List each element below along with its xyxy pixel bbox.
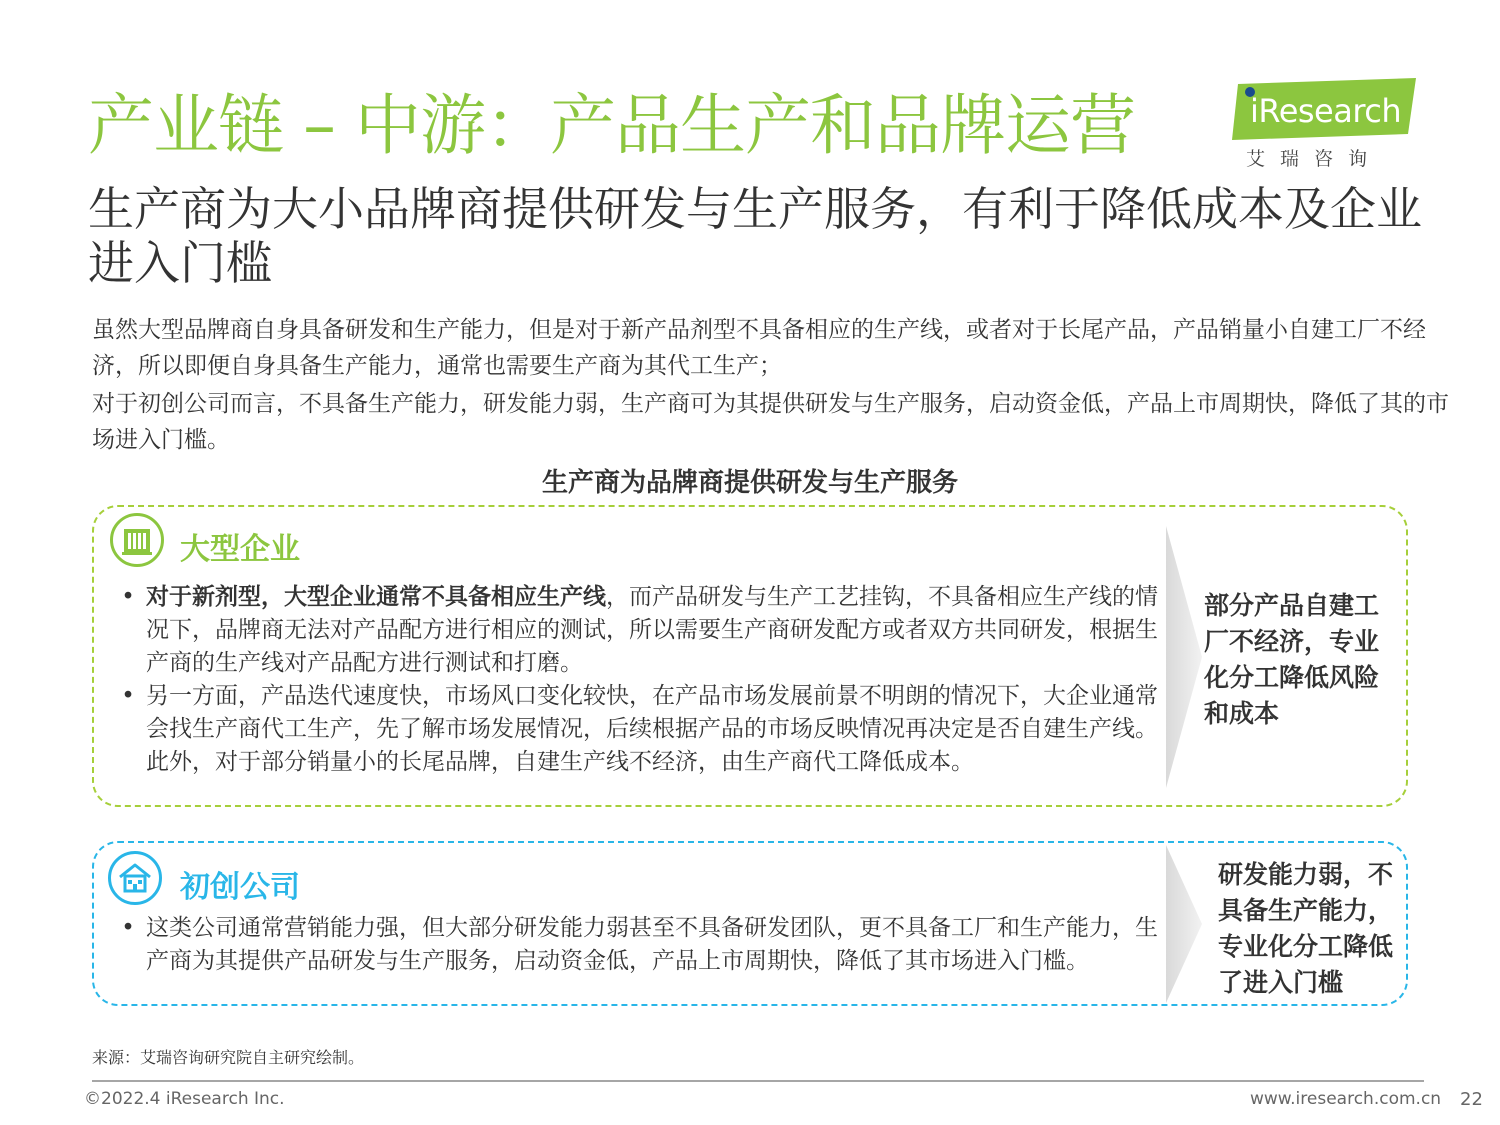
large-enterprise-title: 大型企业: [180, 532, 300, 567]
list-item: [116, 680, 1158, 779]
chevron-arrow-icon: [1164, 845, 1204, 1003]
bullet-text: 另一方面，产品迭代速度快，市场风口变化较快，在产品市场发展前景不明朗的情况下，大企业通常会找生产商代工生产，先了解市场发展情况，后续根据产品的市场反映情况再决定是否自建生产线。此外，对于部分销量小的长尾品牌，自建生产线不经济，由生产商代工降低成本。: [146, 683, 1158, 775]
bullet-text: ，而产品研发与生产工艺挂钩，不具备相应生产线的情况下，品牌商无法对产品配方进行相应的测试，所以需要生产商研发配方或者双方共同研发，根据生产商的生产线对产品配方进行测试和打磨。: [146, 584, 1158, 676]
logo-chinese-name: 艾瑞咨询: [1246, 148, 1383, 170]
intro-paragraph-2: 对于初创公司而言，不具备生产能力，研发能力弱，生产商可为其提供研发与生产服务，启动资金低，产品上市周期快，降低了其的市场进入门槛。: [92, 391, 1449, 453]
bullet-symbol: •: [121, 584, 135, 610]
bullet-symbol: •: [121, 683, 135, 709]
startup-bullets: [116, 912, 1158, 978]
chevron-arrow-icon: [1164, 526, 1204, 788]
logo-wordmark: iResearch: [1250, 92, 1402, 130]
bullet-text: 这类公司通常营销能力强，但大部分研发能力弱甚至不具备研发团队，更不具备工厂和生产能力，生产商为其提供产品研发与生产服务，启动资金低，产品上市周期快，降低了其市场进入门槛。: [146, 915, 1158, 974]
source-note: 来源：艾瑞咨询研究院自主研究绘制。: [92, 1048, 365, 1067]
startup-title: 初创公司: [180, 870, 300, 905]
bullet-symbol: •: [121, 915, 135, 941]
intro-paragraph-1: 虽然大型品牌商自身具备研发和生产能力，但是对于新产品剂型不具备相应的生产线，或者对于长尾产品，产品销量小自建工厂不经济，所以即便自身具备生产能力，通常也需要生产商为其代工生产；: [92, 317, 1426, 379]
page-title: 产业链 – 中游：产品生产和品牌运营: [88, 87, 1135, 164]
page-number: 22: [1460, 1089, 1483, 1110]
startup-conclusion: 研发能力弱，不具备生产能力，专业化分工降低了进入门槛: [1218, 860, 1394, 997]
bullet-emphasis: 对于新剂型，大型企业通常不具备相应生产线: [146, 584, 606, 610]
iresearch-logo: [1232, 78, 1422, 170]
page-subtitle: 生产商为大小品牌商提供研发与生产服务，有利于降低成本及企业进入门槛: [88, 182, 1422, 290]
building-icon: [110, 513, 164, 567]
footer-copyright: ©2022.4 iResearch Inc.: [84, 1089, 285, 1109]
list-item: [116, 912, 1158, 978]
large-enterprise-conclusion: 部分产品自建工厂不经济，专业化分工降低风险和成本: [1204, 591, 1380, 728]
large-enterprise-bullets: [116, 581, 1158, 779]
footer-divider: [92, 1080, 1424, 1082]
section-heading: 生产商为品牌商提供研发与生产服务: [541, 468, 958, 498]
house-icon: [108, 851, 162, 905]
list-item: [116, 581, 1158, 680]
footer-website-link[interactable]: www.iresearch.com.cn: [1250, 1089, 1442, 1109]
